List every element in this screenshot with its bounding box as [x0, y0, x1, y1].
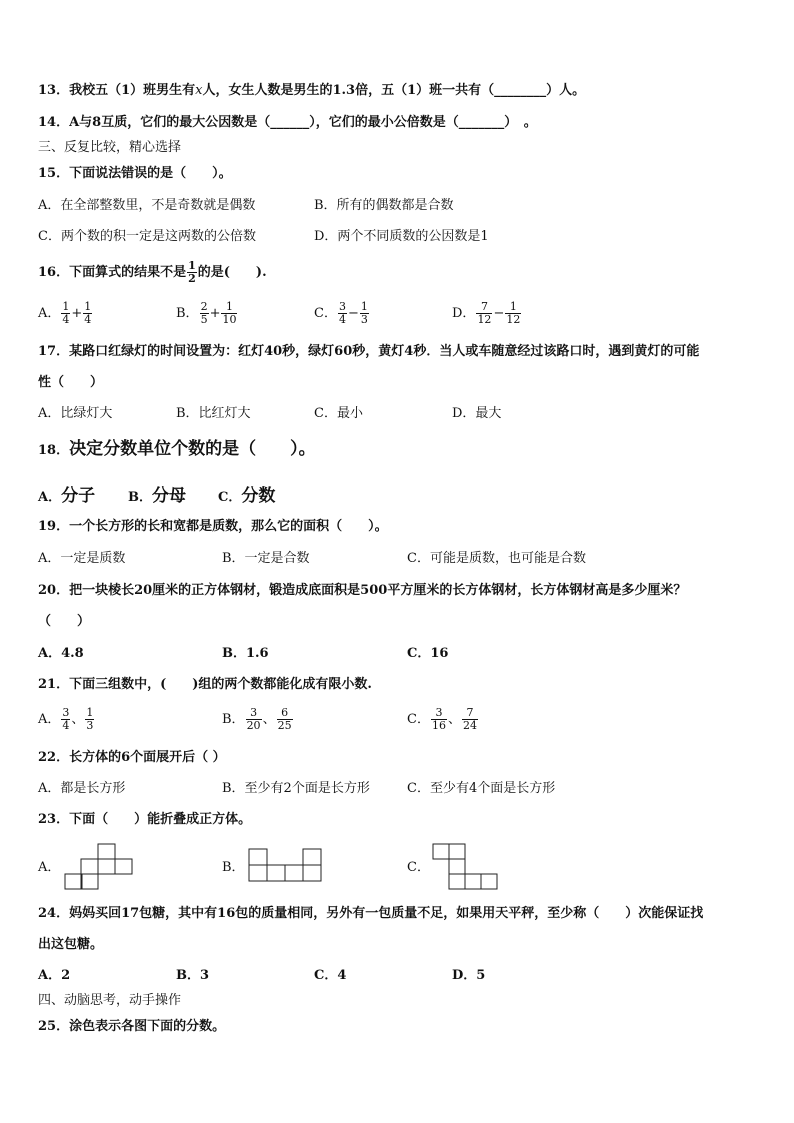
net-square — [115, 859, 132, 874]
question-text: 的是( ). — [197, 265, 267, 280]
question-text: 人，女生人数是男生的1.3倍，五（1）班一共有（ — [202, 83, 495, 98]
fraction — [476, 301, 492, 326]
question-16 — [38, 260, 267, 285]
answer-blank: ________ — [494, 83, 547, 98]
question-number: 13． — [38, 83, 70, 98]
net-square — [267, 865, 285, 881]
q17-option-c[interactable]: C．最小 — [314, 406, 363, 421]
option-letter: C． — [407, 860, 430, 875]
question-14 — [38, 114, 537, 132]
question-number: 22． — [38, 750, 70, 765]
numerator: 6 — [281, 706, 289, 719]
question-text: 下面（ ）能折叠成正方体。 — [69, 812, 252, 827]
fraction — [83, 301, 92, 326]
option-text: 分子 — [61, 486, 96, 506]
answer-blank: _______ — [458, 115, 505, 130]
q15-option-d[interactable]: D．两个不同质数的公因数是1 — [314, 229, 489, 244]
q22-option-a[interactable]: A．都是长方形 — [38, 781, 126, 796]
question-20 — [38, 582, 686, 600]
option-letter: C． — [314, 306, 337, 321]
cube-net-b — [248, 848, 324, 884]
q17-option-d[interactable]: D．最大 — [452, 406, 502, 421]
numerator: 2 — [200, 300, 208, 313]
question-text: ）人。 — [546, 83, 586, 98]
q20-option-c[interactable]: C．16 — [407, 646, 449, 661]
question-text: 涂色表示各图下面的分数。 — [69, 1019, 226, 1034]
numerator: 3 — [62, 706, 70, 719]
question-number: 23． — [38, 812, 70, 827]
option-letter: D． — [452, 306, 476, 321]
answer-blank: ______ — [270, 115, 310, 130]
question-number: 14． — [38, 115, 70, 130]
net-square — [98, 859, 115, 874]
question-text: 决定分数单位个数的是（ ）。 — [69, 439, 316, 459]
option-letter: B． — [222, 712, 245, 727]
question-22 — [38, 749, 226, 767]
question-number: 25． — [38, 1019, 70, 1034]
denominator: 4 — [338, 313, 346, 326]
question-24 — [38, 905, 703, 923]
question-18 — [38, 440, 316, 460]
separator: 、 — [447, 712, 461, 727]
option-letter: B． — [128, 490, 152, 505]
net-square — [81, 874, 98, 889]
question-number: 24． — [38, 906, 70, 921]
net-square — [249, 865, 267, 881]
question-text: A与8互质，它们的最大公因数是（ — [69, 115, 271, 130]
numerator: 3 — [338, 300, 346, 313]
q17-option-b[interactable]: B．比红灯大 — [176, 406, 251, 421]
question-19 — [38, 518, 388, 536]
fraction — [360, 301, 369, 326]
question-13 — [38, 82, 585, 100]
net-square — [249, 849, 267, 865]
question-20-cont: （ ） — [38, 614, 91, 629]
q18-option-c[interactable] — [218, 481, 275, 506]
net-square — [433, 844, 449, 859]
q23-option-a[interactable] — [38, 859, 60, 877]
q24-option-d[interactable]: D．5 — [452, 968, 486, 983]
question-text: 我校五（1）班男生有 — [69, 83, 196, 98]
net-square — [285, 865, 303, 881]
q16-option-c[interactable] — [314, 301, 370, 326]
q21-option-b[interactable] — [222, 707, 294, 732]
variable-x: x — [195, 83, 203, 98]
q18-option-b[interactable] — [128, 481, 186, 506]
numerator: 1 — [509, 300, 517, 313]
question-25 — [38, 1018, 225, 1036]
question-number: 19． — [38, 519, 70, 534]
denominator: 10 — [222, 313, 237, 326]
numerator: 1 — [188, 259, 196, 272]
fraction — [85, 707, 94, 732]
q16-option-d[interactable] — [452, 301, 522, 326]
fraction — [431, 707, 447, 732]
q18-option-a[interactable] — [38, 481, 95, 506]
cube-net-c — [432, 843, 498, 891]
operator: + — [71, 306, 83, 321]
fraction — [187, 260, 197, 285]
net-square — [449, 844, 465, 859]
denominator: 16 — [431, 719, 446, 732]
option-text: 分母 — [152, 486, 186, 506]
denominator: 5 — [200, 313, 208, 326]
fraction — [505, 301, 521, 326]
denominator: 3 — [86, 719, 94, 732]
question-number: 21． — [38, 677, 70, 692]
question-number: 20． — [38, 583, 70, 598]
denominator: 2 — [188, 272, 196, 285]
option-letter: A． — [38, 490, 62, 505]
question-21 — [38, 676, 372, 694]
question-number: 18． — [38, 443, 70, 458]
denominator: 4 — [62, 719, 70, 732]
q15-option-a[interactable]: A．在全部整数里，不是奇数就是偶数 — [38, 198, 256, 213]
q20-option-a[interactable]: A．4.8 — [38, 646, 84, 661]
numerator: 1 — [225, 300, 233, 313]
q24-option-c[interactable]: C．4 — [314, 968, 347, 983]
fraction — [61, 301, 70, 326]
denominator: 25 — [277, 719, 292, 732]
numerator: 7 — [466, 706, 474, 719]
question-text: 下面三组数中，( )组的两个数都能化成有限小数. — [69, 677, 372, 692]
fraction — [277, 707, 293, 732]
q16-option-a[interactable] — [38, 301, 93, 326]
separator: 、 — [71, 712, 85, 727]
q19-option-a[interactable]: A．一定是质数 — [38, 551, 126, 566]
question-17-cont: 性（ ） — [38, 375, 104, 390]
denominator: 4 — [84, 313, 92, 326]
fraction — [338, 301, 347, 326]
denominator: 3 — [360, 313, 368, 326]
question-17 — [38, 343, 699, 361]
q24-option-b[interactable]: B．3 — [176, 968, 210, 983]
separator: 、 — [262, 712, 276, 727]
net-square — [481, 874, 497, 889]
question-text: 妈妈买回17包糖，其中有16包的质量相同，另外有一包质量不足，如果用天平秤，至少称（ ）次能保证找 — [69, 906, 704, 921]
q17-option-a[interactable]: A．比绿灯大 — [38, 406, 113, 421]
question-15 — [38, 165, 232, 183]
numerator: 1 — [62, 300, 70, 313]
denominator: 20 — [246, 719, 261, 732]
fraction — [246, 707, 262, 732]
q22-option-b[interactable]: B．至少有2个面是长方形 — [222, 781, 370, 796]
question-text: 把一块棱长20厘米的正方体钢材，锻造成底面积是500平方厘米的长方体钢材，长方体钢材高是多少厘米？ — [69, 583, 687, 598]
denominator: 4 — [62, 313, 70, 326]
q21-option-c[interactable] — [407, 707, 479, 732]
q16-option-b[interactable] — [176, 301, 238, 326]
net-square — [303, 849, 321, 865]
option-letter: C． — [407, 712, 430, 727]
question-number: 15． — [38, 166, 70, 181]
numerator: 1 — [84, 300, 92, 313]
numerator: 1 — [86, 706, 94, 719]
q15-option-b[interactable]: B．所有的偶数都是合数 — [314, 198, 454, 213]
fraction — [200, 301, 209, 326]
numerator: 7 — [480, 300, 488, 313]
q23-option-b[interactable] — [222, 859, 245, 877]
net-square — [465, 874, 481, 889]
denominator: 12 — [506, 313, 521, 326]
net-square — [449, 859, 465, 874]
question-text: 长方体的6个面展开后（ ） — [69, 750, 226, 765]
section-4-heading: 四、动脑思考，动手操作 — [38, 993, 182, 1008]
numerator: 3 — [250, 706, 258, 719]
denominator: 12 — [477, 313, 492, 326]
question-text: 某路口红绿灯的时间设置为：红灯40秒，绿灯60秒，黄灯4秒．当人或车随意经过该路口时，遇到黄灯的可能 — [69, 344, 700, 359]
question-number: 17． — [38, 344, 70, 359]
fraction — [61, 707, 70, 732]
q19-option-c[interactable]: C．可能是质数，也可能是合数 — [407, 551, 586, 566]
q20-option-b[interactable]: B．1.6 — [222, 646, 269, 661]
cube-net-a — [64, 843, 134, 891]
q22-option-c[interactable]: C．至少有4个面是长方形 — [407, 781, 556, 796]
question-number: 16． — [38, 265, 70, 280]
question-text: 下面说法错误的是（ ）。 — [69, 166, 232, 181]
numerator: 3 — [435, 706, 443, 719]
q15-option-c[interactable]: C．两个数的积一定是这两数的公倍数 — [38, 229, 256, 244]
q21-option-a[interactable] — [38, 707, 95, 732]
q23-option-c[interactable] — [407, 859, 430, 877]
option-letter: B． — [222, 860, 245, 875]
option-letter: A． — [38, 712, 61, 727]
option-letter: A． — [38, 306, 61, 321]
question-text: ），它们的最小公倍数是（ — [309, 115, 459, 130]
fraction — [462, 707, 478, 732]
question-text: ） 。 — [504, 115, 537, 130]
denominator: 24 — [462, 719, 477, 732]
numerator: 1 — [360, 300, 368, 313]
section-3-heading: 三、反复比较，精心选择 — [38, 140, 182, 155]
question-text: 下面算式的结果不是 — [69, 265, 187, 280]
q19-option-b[interactable]: B．一定是合数 — [222, 551, 310, 566]
net-square — [81, 859, 98, 874]
option-text: 分数 — [241, 486, 276, 506]
option-letter: C． — [218, 490, 242, 505]
question-24-cont: 出这包糖。 — [38, 937, 104, 952]
fraction — [221, 301, 237, 326]
q24-option-a[interactable]: A．2 — [38, 968, 71, 983]
question-text: 一个长方形的长和宽都是质数，那么它的面积（ ）。 — [69, 519, 388, 534]
operator: − — [493, 306, 505, 321]
option-letter: B． — [176, 306, 199, 321]
net-square — [65, 874, 82, 889]
option-letter: A． — [38, 860, 61, 875]
question-23 — [38, 811, 251, 829]
operator: − — [347, 306, 359, 321]
operator: + — [209, 306, 221, 321]
net-square — [303, 865, 321, 881]
net-square — [449, 874, 465, 889]
net-square — [98, 844, 115, 859]
